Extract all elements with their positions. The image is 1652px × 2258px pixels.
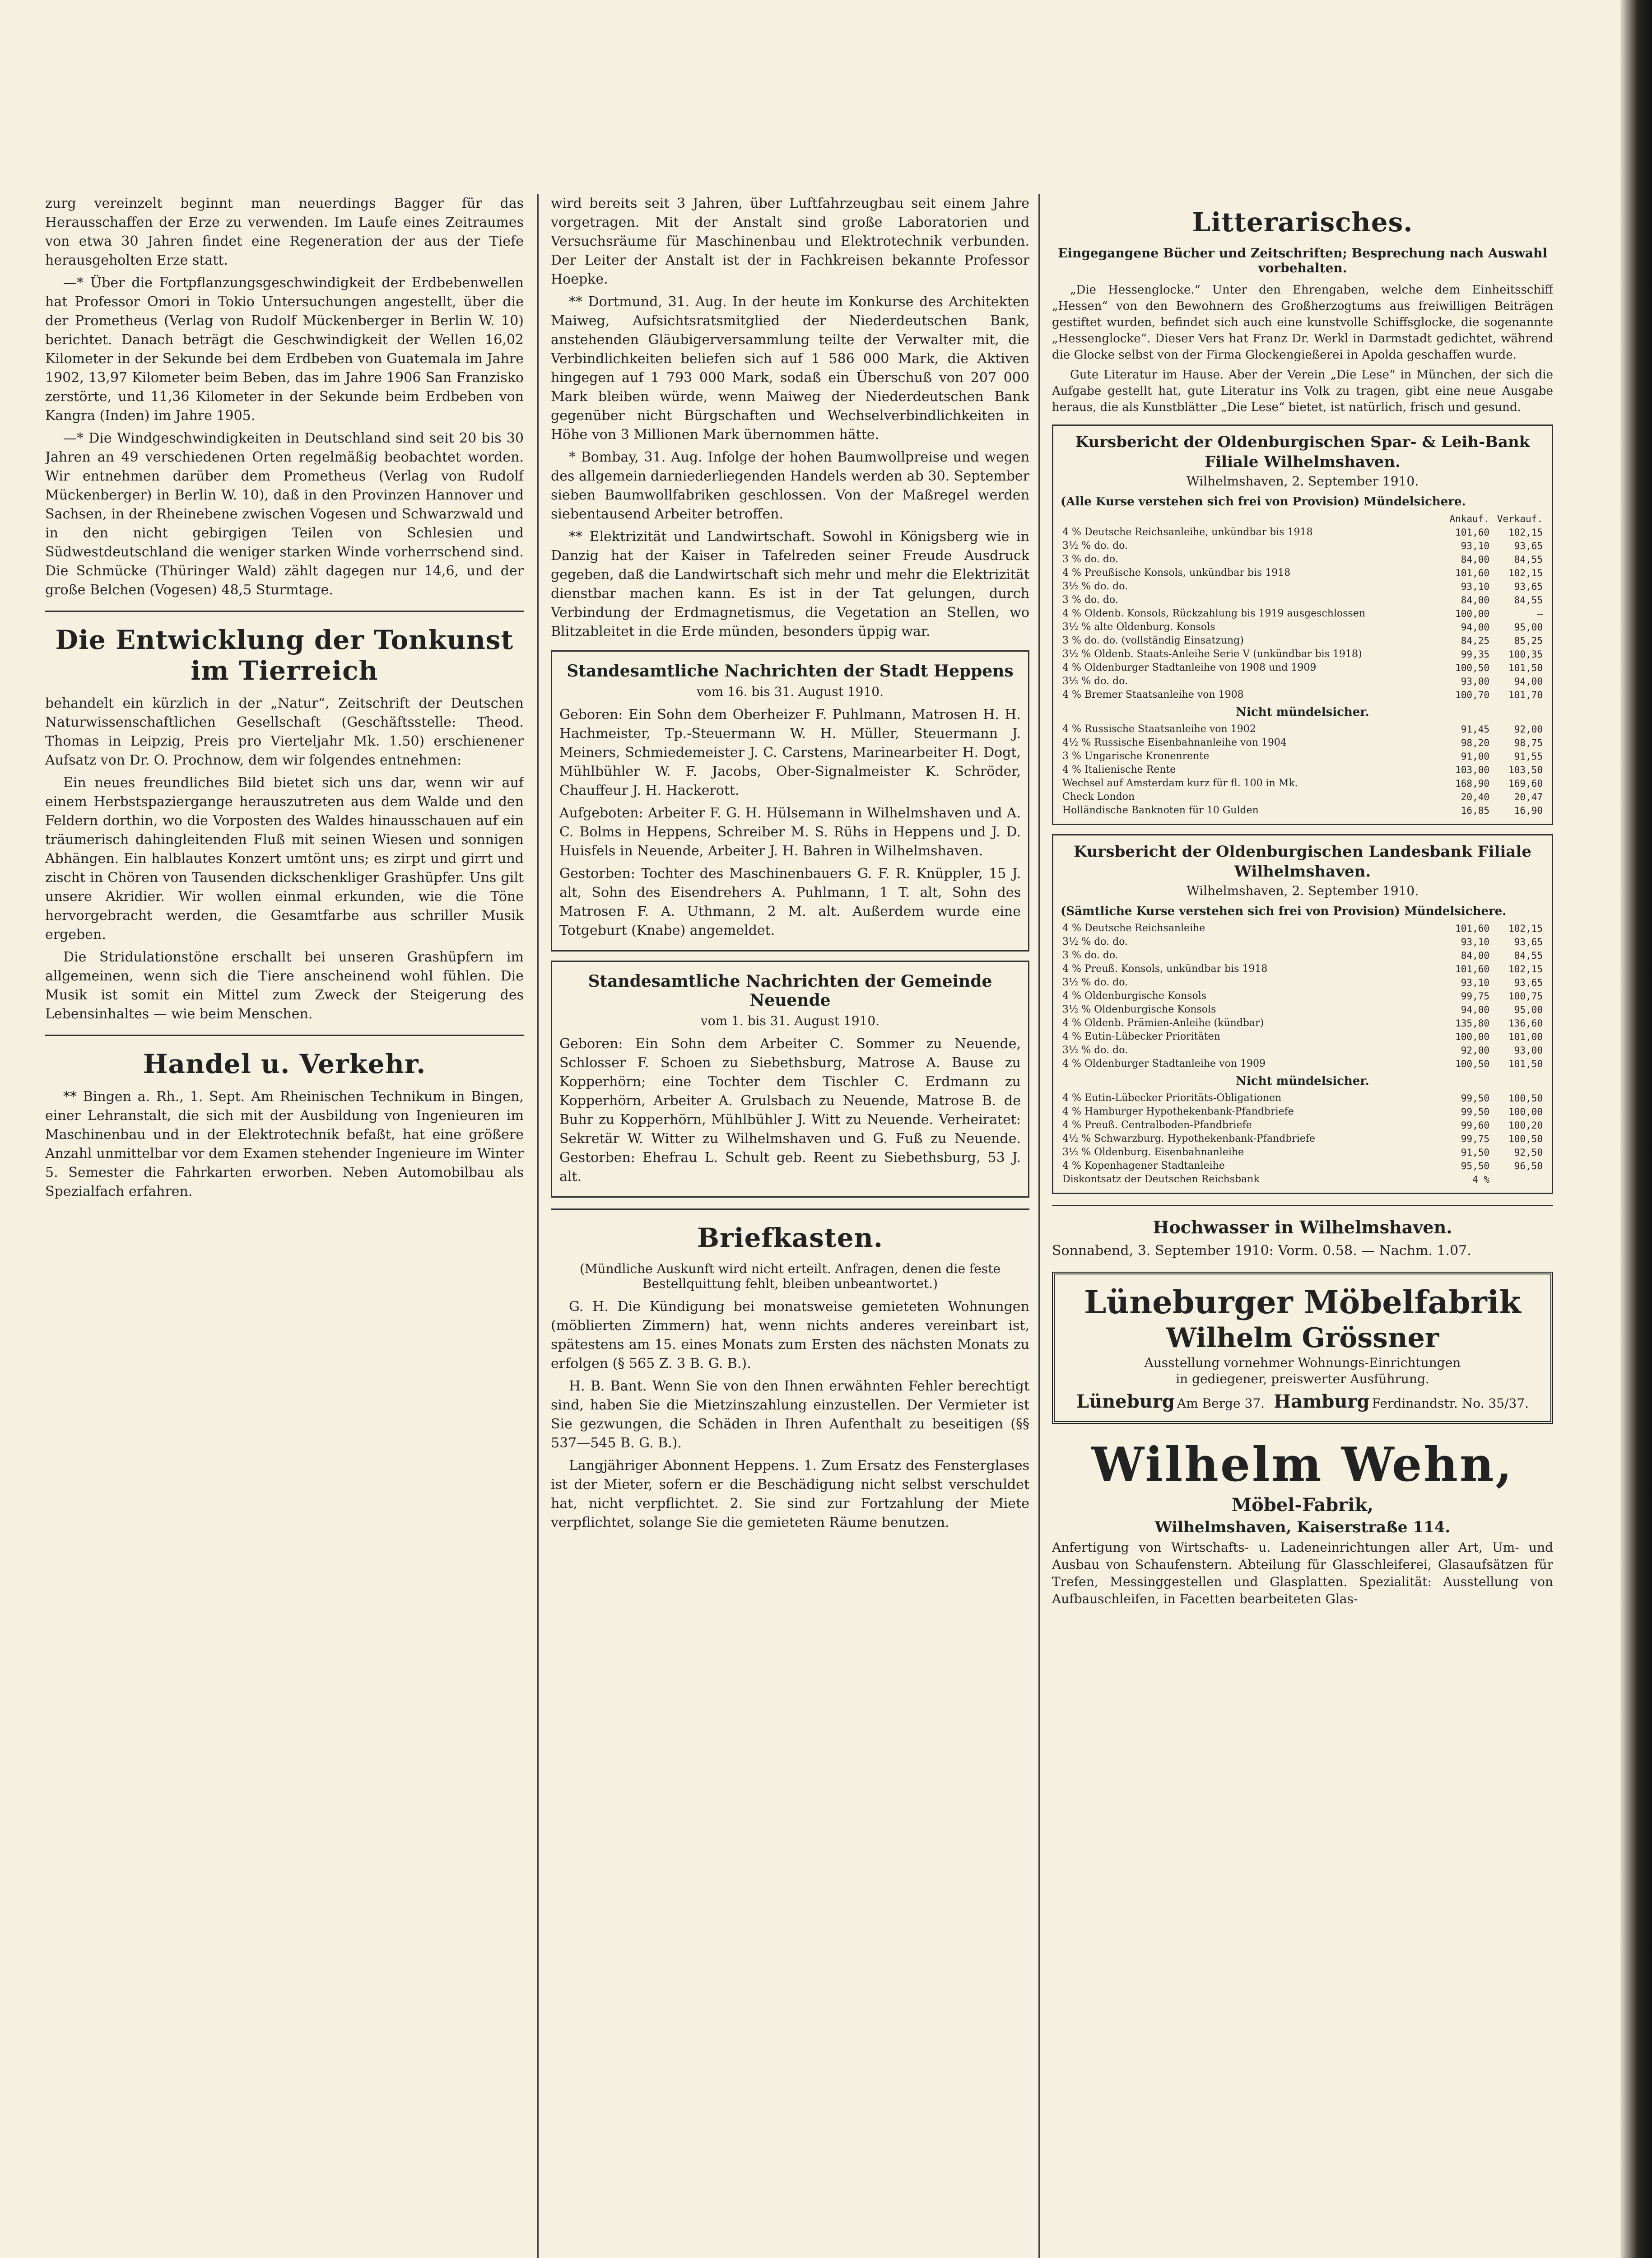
kursbericht-date: Wilhelmshaven, 2. September 1910. <box>1186 883 1419 898</box>
rate-verkauf: 84,55 <box>1514 950 1543 961</box>
rate-table <box>1061 922 1545 1071</box>
rate-label: 4 % Eutin-Lübecker Prioritäten <box>1062 1031 1220 1042</box>
rate-label: 3 % do. do. <box>1062 594 1118 606</box>
standesamt-neuende-title: Standesamtliche Nachrichten der Gemeinde Neuende <box>588 972 992 1010</box>
rate-verkauf: 103,50 <box>1508 765 1543 775</box>
rate-verkauf: 93,65 <box>1514 541 1543 551</box>
rate-row <box>1061 750 1545 763</box>
hochwasser-title: Hochwasser in Wilhelmshaven. <box>1153 1217 1452 1237</box>
rate-verkauf: 96,50 <box>1514 1161 1543 1171</box>
rate-ankauf: 95,50 <box>1461 1161 1489 1171</box>
standesamt-heppens-title: Standesamtliche Nachrichten der Stadt Heppens <box>567 662 1014 681</box>
rate-row <box>1061 526 1545 539</box>
rate-verkauf: 102,15 <box>1508 568 1543 578</box>
rate-row <box>1061 661 1545 675</box>
rate-row <box>1061 688 1545 702</box>
divider <box>1052 1205 1553 1206</box>
rate-ankauf: 100,50 <box>1455 662 1489 673</box>
advertisement-grossner <box>1052 1272 1553 1424</box>
standesamt-heppens-date: vom 16. bis 31. August 1910. <box>696 684 884 699</box>
briefkasten-entry: G. H. Die Kündigung bei monatsweise gemieteten Wohnungen (möblierten Zimmern) hat, wenn nichts anderes vereinbart ist, spätestens am 15. eines Monats zum Ersten des nächsten Monats zu erfolgen (§ 565 Z. 3 B. G. B.). <box>551 1299 1029 1372</box>
article-lese: Gute Literatur im Hause. Aber der Verein „Die Lese“ in München, der sich die Aufgabe gestellt hat, gute Literatur ins Volk zu tragen, gibt eine neue Ausgabe heraus, die als Kunstblätter „Die Lese“ bietet, ist natürlich, frisch und gesund. <box>1052 368 1553 414</box>
rate-ankauf: 100,00 <box>1455 1031 1489 1042</box>
column-3 <box>1052 194 1553 1608</box>
rate-label: 3½ % do. do. <box>1062 977 1128 988</box>
kursbericht-note: (Sämtliche Kurse verstehen sich frei von Provision) Mündelsichere. <box>1061 905 1507 918</box>
article-text: zurg vereinzelt beginnt man neuerdings Bagger für das Herausschaffen der Erze zu verwenden. Im Laufe eines Zeitraumes von etwa 30 Jahren findet eine Regeneration der aus der Tiefe herausgeholten Erze statt. <box>45 196 524 268</box>
article-windgeschwindigkeiten: —* Die Windgeschwindigkeiten in Deutschland sind seit 20 bis 30 Jahren an 49 verschiedenen Orten regelmäßig beobachtet worden. Wir entnehmen darüber dem Prometheus (Verlag von Rudolf Mückenberger) in Berlin W. 10), daß in den Provinzen Hannover und Sachsen, in der Rheinebene zwischen Vogesen und Schwarzwald und in den nicht gebirgigen Teilen von Schlesien und Südwestdeutschland die weniger starken Winde vorherrschend sind. Die Schmücke (Thüringer Wald) zählt dagegen nur 14,6, und der große Belchen (Vogesen) 48,5 Sturmtage. <box>45 430 524 598</box>
rate-row <box>1061 620 1545 634</box>
rate-ankauf: 91,45 <box>1461 724 1489 735</box>
rate-verkauf: 102,15 <box>1508 964 1543 975</box>
rate-verkauf: 16,90 <box>1514 805 1543 816</box>
rate-ankauf: 93,10 <box>1461 581 1489 592</box>
rate-row <box>1061 1057 1545 1071</box>
rate-row <box>1061 1030 1545 1044</box>
rate-label: 4½ % Russische Eisenbahnanleihe von 1904 <box>1062 737 1287 748</box>
rate-row <box>1061 1017 1545 1030</box>
rate-verkauf: 101,00 <box>1508 1031 1543 1042</box>
rate-row <box>1061 949 1545 962</box>
rate-verkauf: 101,50 <box>1508 662 1543 673</box>
rate-label: 3½ % do. do. <box>1062 1045 1128 1056</box>
rate-ankauf: 100,50 <box>1455 1059 1489 1069</box>
rate-ankauf: 84,00 <box>1461 595 1489 606</box>
rate-ankauf: 135,80 <box>1455 1018 1489 1029</box>
rate-label: 4 % Oldenburger Stadtanleihe von 1908 und 1909 <box>1062 662 1317 673</box>
rate-label: 4 % Italienische Rente <box>1062 764 1176 775</box>
section-title-litterarisches: Litterarisches. <box>1192 207 1413 238</box>
rate-label: 4 % Preuß. Konsols, unkündbar bis 1918 <box>1062 963 1268 975</box>
rate-verkauf: 169,60 <box>1508 778 1543 789</box>
rate-ankauf: 93,00 <box>1461 676 1489 687</box>
rate-ankauf: 99,35 <box>1461 649 1489 660</box>
standesamt-heppens-box <box>551 650 1029 952</box>
article-bombay: * Bombay, 31. Aug. Infolge der hohen Baumwollpreise und wegen des allgemein darniederliegenden Handels werden ab 30. September sieben Baumwollfabriken geschlossen. Von der Maßregel werden siebentausend Arbeiter betroffen. <box>551 449 1029 522</box>
ad-address: Am Berge 37. <box>1177 1396 1265 1411</box>
rate-ankauf: 4 % <box>1472 1174 1489 1185</box>
section-nicht-muendelsicher: Nicht mündelsicher. <box>1236 705 1369 719</box>
rate-verkauf: 100,20 <box>1508 1120 1543 1131</box>
rate-verkauf: 20,47 <box>1514 792 1543 802</box>
litterarisches-note: Eingegangene Bücher und Zeitschriften; Besprechung nach Auswahl vorbehalten. <box>1057 246 1548 275</box>
rate-ankauf: 101,60 <box>1455 568 1489 578</box>
rate-label: 4 % Oldenb. Konsols, Rückzahlung bis 1919 ausgeschlossen <box>1062 608 1366 619</box>
rate-verkauf <box>1491 1173 1545 1186</box>
advertisement-wehn <box>1052 1437 1553 1608</box>
rate-table <box>1061 723 1545 817</box>
rate-ankauf: 98,20 <box>1461 737 1489 748</box>
rate-ankauf: 93,10 <box>1461 541 1489 551</box>
rate-label: 3 % Ungarische Kronenrente <box>1062 751 1210 762</box>
rate-label: 3 % do. do. <box>1062 950 1118 961</box>
rate-table <box>1061 1092 1545 1186</box>
standesamt-aufgeboten: Aufgeboten: Arbeiter F. G. H. Hülsemann in Wilhelmshaven und A. C. Bolms in Heppens, Schreiber M. S. Rühs in Heppens und J. D. Huisfels in Neuende, Arbeiter J. H. Bahren in Wilhelmshaven. <box>559 805 1021 859</box>
rate-row <box>1061 593 1545 607</box>
standesamt-gestorben: Gestorben: Tochter des Maschinenbauers G. F. R. Knüppler, 15 J. alt, Sohn des Eisendrehers A. Puhlmann, 1 T. alt, Sohn des Matrosen F. A. Uthmann, 2 M. alt. Außerdem wurde eine Totgeburt (Knabe) angemeldet. <box>559 866 1021 938</box>
rate-verkauf: 100,35 <box>1508 649 1543 660</box>
rate-row <box>1061 763 1545 777</box>
rate-label: 4 % Preuß. Centralboden-Pfandbriefe <box>1062 1120 1252 1131</box>
rate-verkauf: 100,00 <box>1508 1106 1543 1117</box>
rate-row <box>1061 723 1545 736</box>
divider <box>551 1208 1029 1210</box>
column-1 <box>45 194 524 1205</box>
article-dortmund: ** Dortmund, 31. Aug. In der heute im Konkurse des Architekten Maiweg, Aufsichtsratsmitglied der Niederdeutschen Bank, anstehenden Gläubigerversammlung teilte der Verwalter mit, die Verbindlichkeiten beliefen sich auf 1 586 000 Mark, die Aktiven hingegen auf 1 793 000 Mark, sodaß ein Überschuß von 207 000 Mark bleiben würde, wenn Maiweg der Niederdeutschen Bank gegenüber nicht Bürgschaften und Wechselverbindlichkeiten in Höhe von 3 Millionen Mark übernommen hätte. <box>551 294 1029 443</box>
rate-ankauf: 101,60 <box>1455 527 1489 538</box>
rate-row <box>1061 1173 1545 1186</box>
section-title-handel: Handel u. Verkehr. <box>143 1049 426 1079</box>
rate-row <box>1061 1146 1545 1159</box>
rate-label: 4 % Preußische Konsols, unkündbar bis 1918 <box>1062 567 1291 578</box>
rate-ankauf: 99,60 <box>1461 1120 1489 1131</box>
rate-row <box>1061 935 1545 949</box>
kursbericht-note: (Alle Kurse verstehen sich frei von Provision) Mündelsichere. <box>1061 495 1466 509</box>
rate-ankauf: 91,00 <box>1461 751 1489 762</box>
hochwasser-times: Sonnabend, 3. September 1910: Vorm. 0.58. — Nachm. 1.07. <box>1052 1243 1471 1259</box>
rate-verkauf: 98,75 <box>1514 737 1543 748</box>
kursbericht-date: Wilhelmshaven, 2. September 1910. <box>1186 474 1419 489</box>
rate-label: 3½ % do. do. <box>1062 581 1128 592</box>
rate-ankauf: 91,50 <box>1461 1147 1489 1158</box>
rate-label: 4 % Deutsche Reichsanleihe, unkündbar bis 1918 <box>1062 527 1313 538</box>
ad-city: Lüneburg <box>1076 1391 1175 1412</box>
rate-label: Check London <box>1062 791 1135 802</box>
rate-row <box>1061 1092 1545 1105</box>
rate-ankauf: 99,75 <box>1461 991 1489 1002</box>
rate-label: 4 % Kopenhagener Stadtanleihe <box>1062 1160 1225 1171</box>
column-rule <box>537 194 539 2258</box>
rate-label: 4½ % Schwarzburg. Hypothekenbank-Pfandbriefe <box>1062 1133 1316 1144</box>
rate-verkauf: 93,65 <box>1514 977 1543 988</box>
rate-row <box>1061 1003 1545 1017</box>
rate-label: 4 % Oldenburger Stadtanleihe von 1909 <box>1062 1058 1266 1069</box>
rate-verkauf: 100,50 <box>1508 1134 1543 1144</box>
rate-label: Diskontsatz der Deutschen Reichsbank <box>1062 1174 1260 1185</box>
divider <box>45 1035 524 1036</box>
briefkasten-entry: Langjähriger Abonnent Heppens. 1. Zum Ersatz des Fensterglases ist der Mieter, sofern er die Beschädigung nicht selbst verschuldet hat, nicht verpflichtet. 2. Sie sind zur Fortzahlung der Miete verpflichtet, solange Sie die gemieteten Räume benutzen. <box>551 1458 1029 1530</box>
rate-row <box>1061 1044 1545 1057</box>
rate-verkauf: 100,75 <box>1508 991 1543 1002</box>
rate-row <box>1061 804 1545 817</box>
ad-city: Hamburg <box>1274 1391 1370 1412</box>
rate-verkauf: 93,65 <box>1514 937 1543 947</box>
standesamt-neuende-date: vom 1. bis 31. August 1910. <box>700 1013 880 1028</box>
column-2 <box>551 194 1029 1536</box>
rate-ankauf: 99,75 <box>1461 1134 1489 1144</box>
rate-row <box>1061 553 1545 566</box>
ad-text: Anfertigung von Wirtschafts- u. Ladeneinrichtungen aller Art, Um- und Ausbau von Schaufenstern. Abteilung für Glasschleiferei, Glasaufsätzen für Trefen, Messinggestellen und Glasplatten. Spezialität: Ausstellung von Aufbauschleifen, in Facetten bearbeiteten Glas- <box>1052 1540 1553 1606</box>
rate-verkauf: 84,55 <box>1514 554 1543 565</box>
rate-verkauf: 91,55 <box>1514 751 1543 762</box>
rate-row <box>1061 736 1545 750</box>
rate-verkauf: 102,15 <box>1508 527 1543 538</box>
rate-row <box>1061 777 1545 790</box>
rate-row <box>1061 566 1545 580</box>
standesamt-geboren: Geboren: Ein Sohn dem Oberheizer F. Puhlmann, Matrosen H. H. Hachmeister, Tp.-Steuermann W. H. Müller, Steuermann J. Meiners, Schmiedemeister J. C. Carstens, Marinearbeiter H. Dogt, Mühlbühler W. F. Jacobs, Ober-Signalmeister K. Schröder, Chauffeur J. H. Hackerott. <box>559 707 1021 798</box>
article-text: behandelt ein kürzlich in der „Natur“, Zeitschrift der Deutschen Naturwissenschaftlichen Gesellschaft (Geschäftsstelle: Theod. Thomas in Leipzig, Preis pro Vierteljahr Mk. 1.50) erschienener Aufsatz von Dr. O. Prochnow, dem wir folgendes entnehmen: <box>45 695 524 768</box>
rate-table <box>1061 512 1545 702</box>
rate-ankauf: 94,00 <box>1461 622 1489 633</box>
rate-ankauf: 101,60 <box>1455 923 1489 934</box>
rate-verkauf: 85,25 <box>1514 635 1543 646</box>
rate-verkauf: 92,50 <box>1514 1147 1543 1158</box>
ad-address: Wilhelmshaven, Kaiserstraße 114. <box>1154 1518 1451 1536</box>
ad-line: in gediegener, preiswerter Ausführung. <box>1176 1372 1429 1386</box>
briefkasten-entry: H. B. Bant. Wenn Sie von den Ihnen erwähnten Fehler berechtigt sind, haben Sie die Mietzinszahlung einzustellen. Der Vermieter ist Sie gezwungen, die Schäden in Ihren Aufenthalt zu beseitigen (§§ 537—545 B. G. B.). <box>551 1378 1029 1451</box>
rate-verkauf: 102,15 <box>1508 923 1543 934</box>
kursbericht-title: Kursbericht der Oldenburgischen Landesbank Filiale Wilhelmshaven. <box>1073 843 1532 881</box>
rate-ankauf: 100,00 <box>1455 608 1489 619</box>
rate-label: 3½ % do. do. <box>1062 936 1128 947</box>
rate-row <box>1061 580 1545 593</box>
rate-row <box>1061 634 1545 648</box>
rate-label: 3½ % do. do. <box>1062 676 1128 687</box>
rate-row <box>1061 922 1545 935</box>
rate-label: 3½ % Oldenburgische Konsols <box>1062 1004 1216 1015</box>
rate-label: 4 % Bremer Staatsanleihe von 1908 <box>1062 689 1244 700</box>
rate-ankauf: 99,50 <box>1461 1093 1489 1104</box>
rate-ankauf: 103,00 <box>1455 765 1489 775</box>
page-edge-shadow <box>1620 0 1652 2258</box>
rate-ankauf: 84,00 <box>1461 554 1489 565</box>
ad-headline: Lüneburger Möbelfabrik <box>1084 1283 1521 1321</box>
rate-label: 3½ % Oldenb. Staats-Anleihe Serie V (unkündbar bis 1918) <box>1062 648 1362 660</box>
article-elektrizitaet: ** Elektrizität und Landwirtschaft. Sowohl in Königsberg wie in Danzig hat der Kaiser in Tafelreden seiner Freude Ausdruck gegeben, daß die Landwirtschaft sich mehr und mehr die Elektrizität dienstbar machen kann. Es ist in der Tat gelungen, durch Verbindung der Erdmagnetismus, die Vegetation an Stellen, wo Blitzableitet in die Erde münden, besonders üppig war. <box>551 529 1029 639</box>
rate-verkauf: 101,50 <box>1508 1059 1543 1069</box>
rate-row <box>1061 539 1545 553</box>
article-text: Die Stridulationstöne erschallt bei unseren Grashüpfern im allgemeinen, wenn sich die Tiere anscheinend wohl fühlen. Die Musik ist somit ein Mittel zum Zweck der Steigerung des Lebensinhaltes — wie beim Menschen. <box>45 949 524 1022</box>
ad-line: Ausstellung vornehmer Wohnungs-Einrichtungen <box>1144 1355 1461 1370</box>
ad-company-name: Wilhelm Wehn, <box>1091 1437 1514 1492</box>
column-head-verkauf: Verkauf. <box>1497 513 1543 524</box>
rate-label: 4 % Oldenburgische Konsols <box>1062 990 1207 1002</box>
article-text: wird bereits seit 3 Jahren, über Luftfahrzeugbau seit einem Jahre vorgetragen. Mit der Anstalt sind große Laboratorien und Versuchsräume für Maschinenbau und Elektrotechnik verbunden. Der Leiter der Anstalt ist der in Fachkreisen bekannte Professor Hoepke. <box>551 196 1029 287</box>
standesamt-neuende-box <box>551 961 1029 1198</box>
rate-row <box>1061 1119 1545 1132</box>
rate-verkauf: 101,70 <box>1508 690 1543 700</box>
kursbericht-spar-leihbank <box>1052 425 1553 825</box>
rate-row <box>1061 648 1545 661</box>
rate-ankauf: 93,10 <box>1461 977 1489 988</box>
standesamt-neuende-text: Geboren: Ein Sohn dem Arbeiter C. Sommer zu Neuende, Schlosser F. Schoen zu Siebethsburg, Matrose A. Bause zu Kopperhörn; eine Tochter dem Tischler C. Erdmann zu Kopperhörn, Arbeiter A. Grulsbach zu Neuende, Matrose B. de Buhr zu Kopperhörn, Mühlbühler J. Witt zu Neuende. Verheiratet: Sekretär W. Witter zu Wilhelmshaven und G. Fuß zu Neuende. Gestorben: Ehefrau L. Schult geb. Reent zu Siebethsburg, 53 J. alt. <box>559 1036 1021 1185</box>
rate-label: 3 % do. do. <box>1062 554 1118 565</box>
rate-verkauf: 93,00 <box>1514 1045 1543 1056</box>
column-rule <box>1038 194 1040 2258</box>
rate-row <box>1061 962 1545 976</box>
rate-ankauf: 100,70 <box>1455 690 1489 700</box>
article-text: Ein neues freundliches Bild bietet sich uns dar, wenn wir auf einem Herbstspaziergange herauszutreten aus dem Walde und den Feldern dorthin, wo die Vorposten des Waldes hinausschauen auf ein träumerisch dahingleitenden Fluß mit seinen Wiesen und sonnigen Abhängen. Ein halblautes Konzert umtönt uns; es zirpt und girrt und zischt in Chören von Tausenden dickschenkliger Grashüpfer. Uns gilt unsere Akridier. Wir wollen einmal erkunden, wie die Töne hervorgebracht werden, die Gesamtfarbe aus schriller Musik ergeben. <box>45 775 524 942</box>
rate-ankauf: 20,40 <box>1461 792 1489 802</box>
rate-verkauf: 100,50 <box>1508 1093 1543 1104</box>
rate-ankauf: 94,00 <box>1461 1004 1489 1015</box>
kursbericht-title: Kursbericht der Oldenburgischen Spar- & Leih-Bank Filiale Wilhelmshaven. <box>1075 433 1530 471</box>
rate-label: 4 % Hamburger Hypothekenbank-Pfandbriefe <box>1062 1106 1294 1117</box>
rate-ankauf: 92,00 <box>1461 1045 1489 1056</box>
rate-label: Holländische Banknoten für 10 Gulden <box>1062 805 1259 816</box>
rate-verkauf: 136,60 <box>1508 1018 1543 1029</box>
section-title-briefkasten: Briefkasten. <box>697 1222 883 1253</box>
rate-row <box>1061 1105 1545 1119</box>
rate-verkauf: 95,00 <box>1514 622 1543 633</box>
article-title-tonkunst: Die Entwicklung der Tonkunst im Tierreich <box>55 625 514 686</box>
ad-subtitle: Möbel-Fabrik, <box>1231 1494 1374 1516</box>
rate-label: 4 % Eutin-Lübecker Prioritäts-Obligationen <box>1062 1092 1282 1104</box>
rate-label: 3½ % Oldenburg. Eisenbahnanleihe <box>1062 1147 1244 1158</box>
rate-verkauf: 94,00 <box>1514 676 1543 687</box>
rate-row <box>1061 607 1545 620</box>
rate-row <box>1061 790 1545 804</box>
rate-label: 3 % do. do. (vollständig Einsatzung) <box>1062 635 1244 646</box>
article-bingen: ** Bingen a. Rh., 1. Sept. Am Rheinischen Technikum in Bingen, einer Lehranstalt, die sich mit der Ausbildung von Ingenieuren im Maschinenbau und in der Elektrotechnik befaßt, hat eine größere Anzahl unmittelbar vor dem Examen stehender Ingenieure im Winter 5. Semester die Fahrkarten erworben. Neben Automobilbau als Spezialfach erfahren. <box>45 1089 524 1199</box>
rate-ankauf: 101,60 <box>1455 964 1489 975</box>
briefkasten-note: (Mündliche Auskunft wird nicht erteilt. Anfragen, denen die feste Bestellquittung fehlt, bleiben unbeantwortet.) <box>579 1261 1001 1291</box>
rate-row <box>1061 989 1545 1003</box>
rate-verkauf: 84,55 <box>1514 595 1543 606</box>
rate-verkauf: — <box>1537 608 1543 619</box>
rate-verkauf: 92,00 <box>1514 724 1543 735</box>
ad-company-name: Wilhelm Grössner <box>1166 1322 1439 1354</box>
rate-row <box>1061 976 1545 989</box>
divider <box>45 611 524 612</box>
rate-verkauf: 93,65 <box>1514 581 1543 592</box>
rate-label: 4 % Deutsche Reichsanleihe <box>1062 923 1205 934</box>
rate-verkauf: 95,00 <box>1514 1004 1543 1015</box>
rate-ankauf: 16,85 <box>1461 805 1489 816</box>
rate-ankauf: 93,10 <box>1461 937 1489 947</box>
section-nicht-muendelsicher: Nicht mündelsicher. <box>1236 1074 1369 1088</box>
article-hessenglocke: „Die Hessenglocke.“ Unter den Ehrengaben, welche dem Einheitsschiff „Hessen“ von den Bewohnern des Großherzogtums aus freiwilligen Beiträgen gestiftet wurden, befindet sich auch eine kunstvolle Schiffsglocke, die sogenannte „Hessenglocke“. Dieser Vers hat Franz Dr. Werkl in Darmstadt gedichtet, während die Glocke selbst von der Firma Glockengießerei in Apolda geschaffen wurde. <box>1052 283 1553 362</box>
rate-ankauf: 84,00 <box>1461 950 1489 961</box>
rate-label: Wechsel auf Amsterdam kurz für fl. 100 in Mk. <box>1062 778 1298 789</box>
rate-label: 4 % Russische Staatsanleihe von 1902 <box>1062 723 1256 735</box>
rate-row <box>1061 675 1545 688</box>
kursbericht-landesbank <box>1052 834 1553 1194</box>
rate-row <box>1061 1132 1545 1146</box>
rate-label: 3½ % do. do. <box>1062 540 1128 551</box>
rate-row <box>1061 1159 1545 1173</box>
rate-label: 4 % Oldenb. Prämien-Anleihe (kündbar) <box>1062 1017 1264 1029</box>
rate-ankauf: 84,25 <box>1461 635 1489 646</box>
rate-ankauf: 168,90 <box>1455 778 1489 789</box>
article-erdbeben: —* Über die Fortpflanzungsgeschwindigkeit der Erdbebenwellen hat Professor Omori in Tokio Untersuchungen angestellt, über die der Prometheus (Verlag von Rudolf Mückenberger in Berlin W. 10) berichtet. Danach beträgt die Geschwindigkeit der Wellen 16,02 Kilometer in der Sekunde bei dem Erdbeben von Guatemala im Jahre 1902, 13,97 Kilometer beim Beben, das im Jahre 1906 San Franzisko zerstörte, und 11,36 Kilometer in der Sekunde beim Erdbeben von Kangra (Inden) im Jahre 1905. <box>45 275 524 424</box>
rate-label: 3½ % alte Oldenburg. Konsols <box>1062 621 1215 633</box>
rate-ankauf: 99,50 <box>1461 1106 1489 1117</box>
column-head-ankauf: Ankauf. <box>1449 513 1489 524</box>
ad-address: Ferdinandstr. No. 35/37. <box>1372 1396 1529 1411</box>
